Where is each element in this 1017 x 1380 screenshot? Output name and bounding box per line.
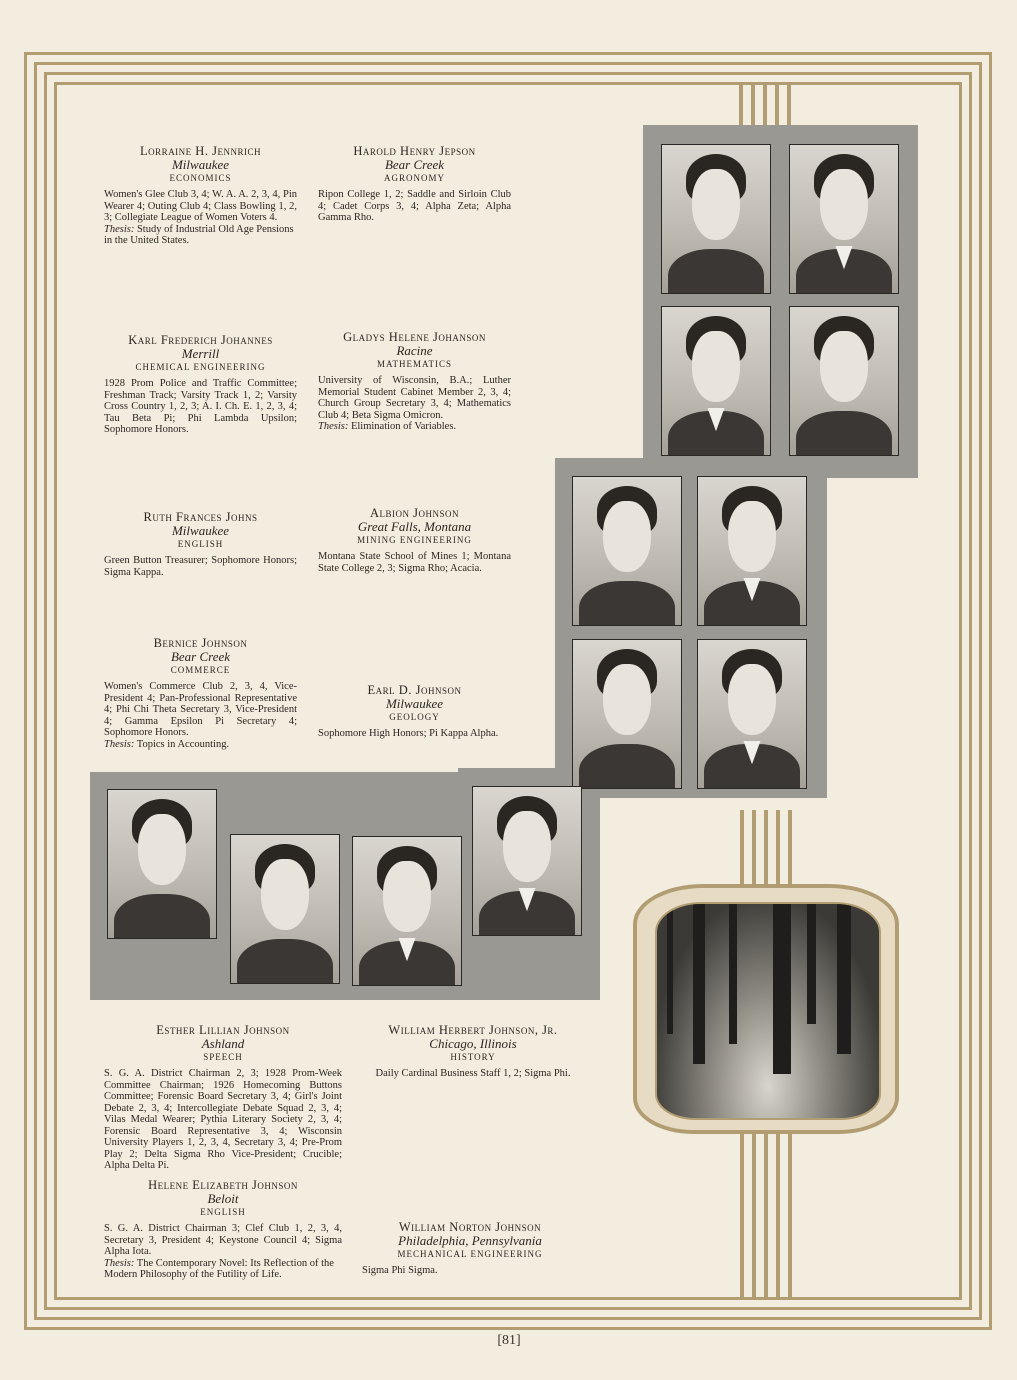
activities: S. G. A. District Chairman 2, 3; 1928 Prom-Week Committee Chairman; 1926 Homecoming Buttons Committee; Forensic Board Secretary 3, 4; Girl's Joint Debate 2, 3, 4; Intercollegiate Debate Squad 2, 3, 4; Vilas Medal Wearer; Pythia Literary Society 2, 3, 4; Forensic Board Representative 3, 4; Wisconsin University Players 1, 2, 3, 4, Secretary 3, 4; Pre-Prom Play 2; Delta Sigma Rho Vice-President; Crucible; Alpha Delta Pi. <box>104 1068 342 1171</box>
activities: Green Button Treasurer; Sophomore Honors; Sigma Kappa. <box>104 555 297 578</box>
portrait-ruth-johns <box>572 476 682 626</box>
ornament-bar <box>739 82 743 126</box>
hometown: Beloit <box>207 1191 239 1206</box>
major: CHEMICAL ENGINEERING <box>135 362 266 372</box>
ornament-bar <box>752 810 756 892</box>
major: MINING ENGINEERING <box>357 535 472 545</box>
student-name: Earl D. Johnson <box>367 683 462 697</box>
page-number: [81] <box>497 1333 521 1348</box>
hometown: Ashland <box>201 1036 245 1051</box>
student-name: Lorraine H. Jennrich <box>140 144 261 158</box>
ornament-bar <box>764 1130 768 1300</box>
hometown: Philadelphia, Pennsylvania <box>398 1233 542 1248</box>
major: MECHANICAL ENGINEERING <box>397 1249 543 1259</box>
activities: Montana State School of Mines 1; Montana State College 2, 3; Sigma Rho; Acacia. <box>318 551 511 574</box>
student-name: Ruth Frances Johns <box>143 510 258 524</box>
major: COMMERCE <box>170 665 231 675</box>
major: HISTORY <box>450 1052 496 1062</box>
activities: S. G. A. District Chairman 3; Clef Club 1, 2, 3, 4, Secretary 3, President 4; Keystone Council 4; Sigma Alpha Iota. <box>104 1223 342 1257</box>
ornament-bar <box>776 1130 780 1300</box>
entry-william-h-johnson <box>360 1023 586 1080</box>
portrait-karl-johannes <box>661 306 771 456</box>
portrait-earl-johnson <box>697 639 807 789</box>
ornament-bar <box>752 1130 756 1300</box>
hometown: Bear Creek <box>170 649 231 664</box>
entry-albion-johnson <box>318 506 511 574</box>
activities: Daily Cardinal Business Staff 1, 2; Sigma Phi. <box>375 1068 571 1079</box>
entry-helene-johnson <box>104 1178 342 1281</box>
thesis: Thesis: Study of Industrial Old Age Pensions in the United States. <box>104 223 294 246</box>
portrait-lorraine-jennrich <box>661 144 771 294</box>
hometown: Chicago, Illinois <box>429 1036 517 1051</box>
major: ECONOMICS <box>169 173 232 183</box>
major: GEOLOGY <box>389 712 440 722</box>
student-name: Bernice Johnson <box>153 636 248 650</box>
entry-karl-johannes <box>104 333 297 436</box>
entry-ruth-johns <box>104 510 297 578</box>
activities: Sophomore High Honors; Pi Kappa Alpha. <box>318 728 499 739</box>
ornament-bar <box>740 1130 744 1300</box>
entry-gladys-johanson <box>318 330 511 433</box>
ornament-bar <box>788 810 792 892</box>
student-name: William Herbert Johnson, Jr. <box>388 1023 558 1037</box>
activities: University of Wisconsin, B.A.; Luther Memorial Student Cabinet Member 2, 3, 4; Church Group Secretary 3, 4; Mathematics Club 4; Beta Sigma Omicron. <box>318 375 511 421</box>
major: ENGLISH <box>177 539 224 549</box>
portrait-gladys-johanson <box>789 306 899 456</box>
activities: 1928 Prom Police and Traffic Committee; Freshman Track; Varsity Track 1, 2; Varsity Cross Country 1, 2, 3; A. I. Ch. E. 1, 2, 3, 4; Tau Beta Pi; Phi Lambda Upsilon; Sophomore Honors. <box>104 378 297 435</box>
ornament-bar <box>763 82 767 126</box>
student-name: Helene Elizabeth Johnson <box>148 1178 298 1192</box>
hometown: Bear Creek <box>384 157 445 172</box>
activities: Women's Commerce Club 2, 3, 4, Vice-President 4; Pan-Professional Representative 4; Phi Chi Theta Secretary 3, Vice-President 4; Gamma Epsilon Pi Secretary 4; Sophomore Honors. <box>104 681 297 738</box>
student-name: Esther Lillian Johnson <box>156 1023 290 1037</box>
major: MATHEMATICS <box>376 359 452 369</box>
forest-path-image <box>655 902 881 1120</box>
entry-earl-johnson <box>318 683 511 740</box>
ornament-bar <box>775 82 779 126</box>
hometown: Milwaukee <box>171 523 230 538</box>
activities: Ripon College 1, 2; Saddle and Sirloin Club 4; Cadet Corps 3, 4; Alpha Zeta; Alpha Gamma Rho. <box>318 189 511 223</box>
thesis: Thesis: Topics in Accounting. <box>104 738 230 750</box>
portrait-helene-johnson <box>230 834 340 984</box>
portrait-esther-johnson <box>107 789 217 939</box>
portrait-bernice-johnson <box>572 639 682 789</box>
student-name: Harold Henry Jepson <box>353 144 476 158</box>
student-name: Albion Johnson <box>369 506 460 520</box>
activities: Sigma Phi Sigma. <box>362 1265 438 1276</box>
entry-harold-jepson <box>318 144 511 224</box>
hometown: Milwaukee <box>171 157 230 172</box>
student-name: Karl Frederich Johannes <box>128 333 273 347</box>
major: ENGLISH <box>200 1207 246 1217</box>
ornament-bar <box>787 82 791 126</box>
hometown: Merrill <box>181 346 220 361</box>
student-name: William Norton Johnson <box>398 1220 542 1234</box>
entry-esther-johnson <box>104 1023 342 1172</box>
thesis: Thesis: Elimination of Variables. <box>318 421 457 432</box>
ornament-bar <box>776 810 780 892</box>
hometown: Racine <box>396 343 433 358</box>
entry-bernice-johnson <box>104 636 297 750</box>
portrait-william-h-johnson <box>472 786 582 936</box>
portrait-william-n-johnson <box>352 836 462 986</box>
entry-lorraine-jennrich <box>104 144 297 247</box>
activities: Women's Glee Club 3, 4; W. A. A. 2, 3, 4, Pin Wearer 4; Outing Club 4; Class Bowling 1, 2, 3; Collegiate League of Women Voters 4. <box>104 189 297 223</box>
portrait-harold-jepson <box>789 144 899 294</box>
portrait-albion-johnson <box>697 476 807 626</box>
hometown: Milwaukee <box>385 696 444 711</box>
hometown: Great Falls, Montana <box>357 519 472 534</box>
ornament-bar <box>740 810 744 892</box>
major: AGRONOMY <box>383 173 445 183</box>
entry-william-n-johnson <box>362 1220 578 1277</box>
student-name: Gladys Helene Johanson <box>343 330 486 344</box>
major: SPEECH <box>203 1052 243 1062</box>
ornament-bar <box>764 810 768 892</box>
ornament-bar <box>751 82 755 126</box>
forest-vignette-frame <box>633 884 899 1134</box>
thesis: Thesis: The Contemporary Novel: Its Reflection of the Modern Philosophy of the Futility of Life. <box>104 1257 334 1280</box>
ornament-bar <box>788 1130 792 1300</box>
